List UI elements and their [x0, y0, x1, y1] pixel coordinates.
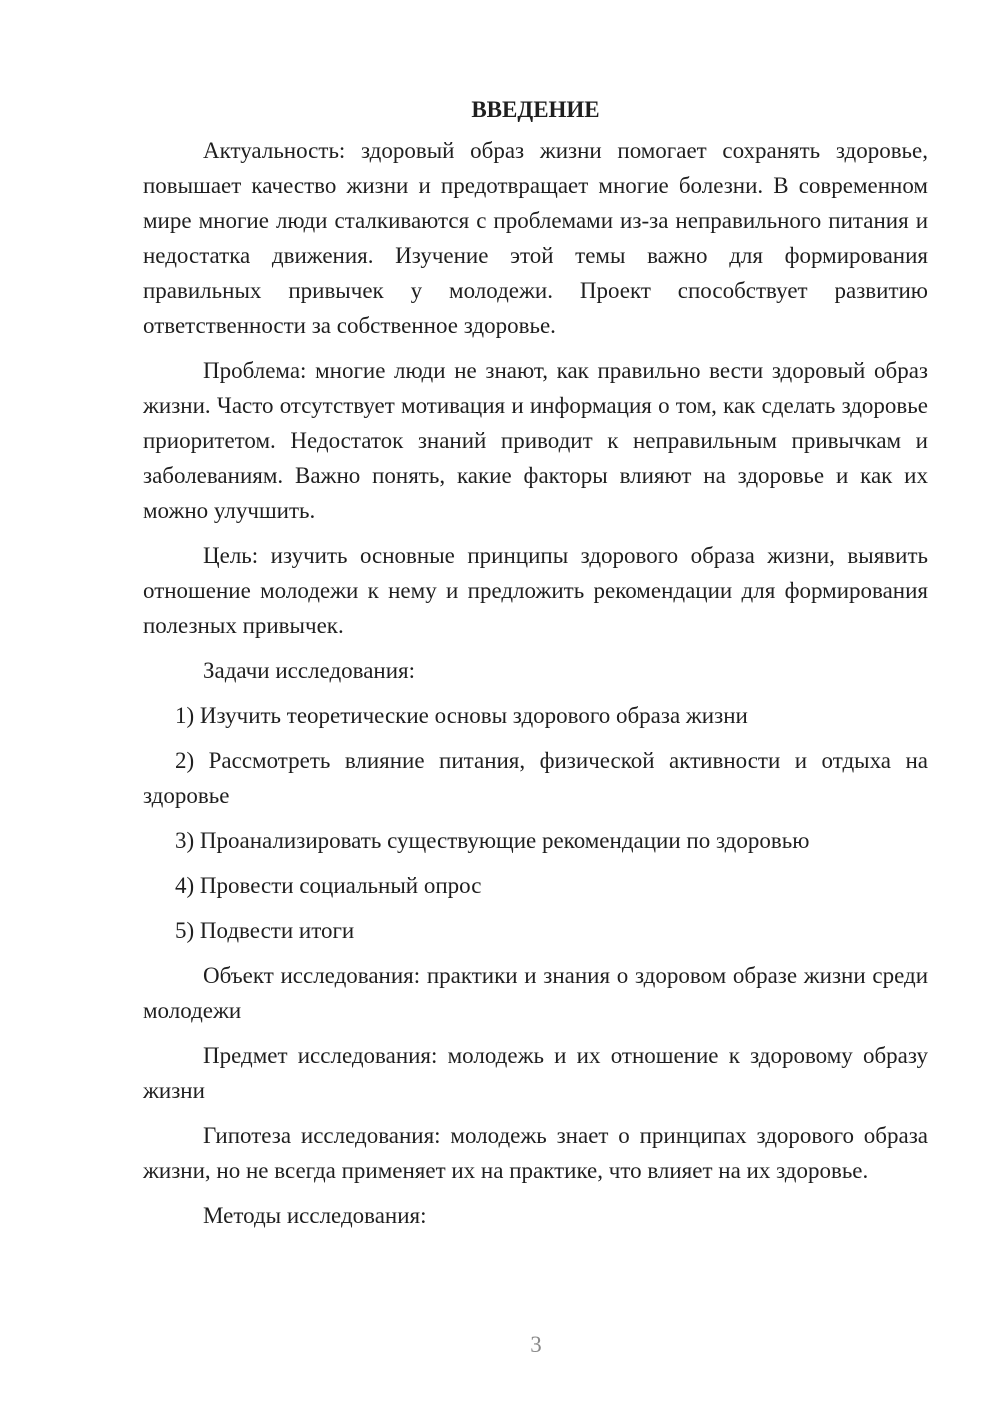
object-paragraph: Объект исследования: практики и знания о здоровом образе жизни среди молодежи: [143, 963, 928, 1023]
methods-heading: Методы исследования:: [203, 1203, 427, 1228]
task-item: 3) Проанализировать существующие рекомендации по здоровью: [175, 828, 810, 853]
task-item: 2) Рассмотреть влияние питания, физической активности и отдыха на здоровье: [143, 748, 928, 808]
hypothesis-paragraph: Гипотеза исследования: молодежь знает о принципах здорового образа жизни, но не всегда применяет их на практике, что влияет на их здоровье.: [143, 1123, 928, 1183]
subject-paragraph: Предмет исследования: молодежь и их отношение к здоровому образу жизни: [143, 1043, 928, 1103]
document-body: [143, 92, 928, 1243]
relevance-paragraph: Актуальность: здоровый образ жизни помогает сохранять здоровье, повышает качество жизни и предотвращает многие болезни. В современном мире многие люди сталкиваются с проблемами из-за неправильного питания и недостатка движения. Изучение этой темы важно для формирования правильных привычек у молодежи. Проект способствует развитию ответственности за собственное здоровье.: [143, 138, 928, 338]
goal-paragraph: Цель: изучить основные принципы здорового образа жизни, выявить отношение молодежи к нему и предложить рекомендации для формирования полезных привычек.: [143, 543, 928, 638]
problem-paragraph: Проблема: многие люди не знают, как правильно вести здоровый образ жизни. Часто отсутствует мотивация и информация о том, как сделать здоровье приоритетом. Недостаток знаний приводит к неправильным привычкам и заболеваниям. Важно понять, какие факторы влияют на здоровье и как их можно улучшить.: [143, 358, 928, 523]
task-item: 4) Провести социальный опрос: [175, 873, 482, 898]
section-title: ВВЕДЕНИЕ: [471, 97, 600, 122]
task-item: 5) Подвести итоги: [175, 918, 355, 943]
task-item: 1) Изучить теоретические основы здорового образа жизни: [175, 703, 748, 728]
page-number: 3: [530, 1332, 542, 1357]
tasks-heading: Задачи исследования:: [203, 658, 416, 683]
